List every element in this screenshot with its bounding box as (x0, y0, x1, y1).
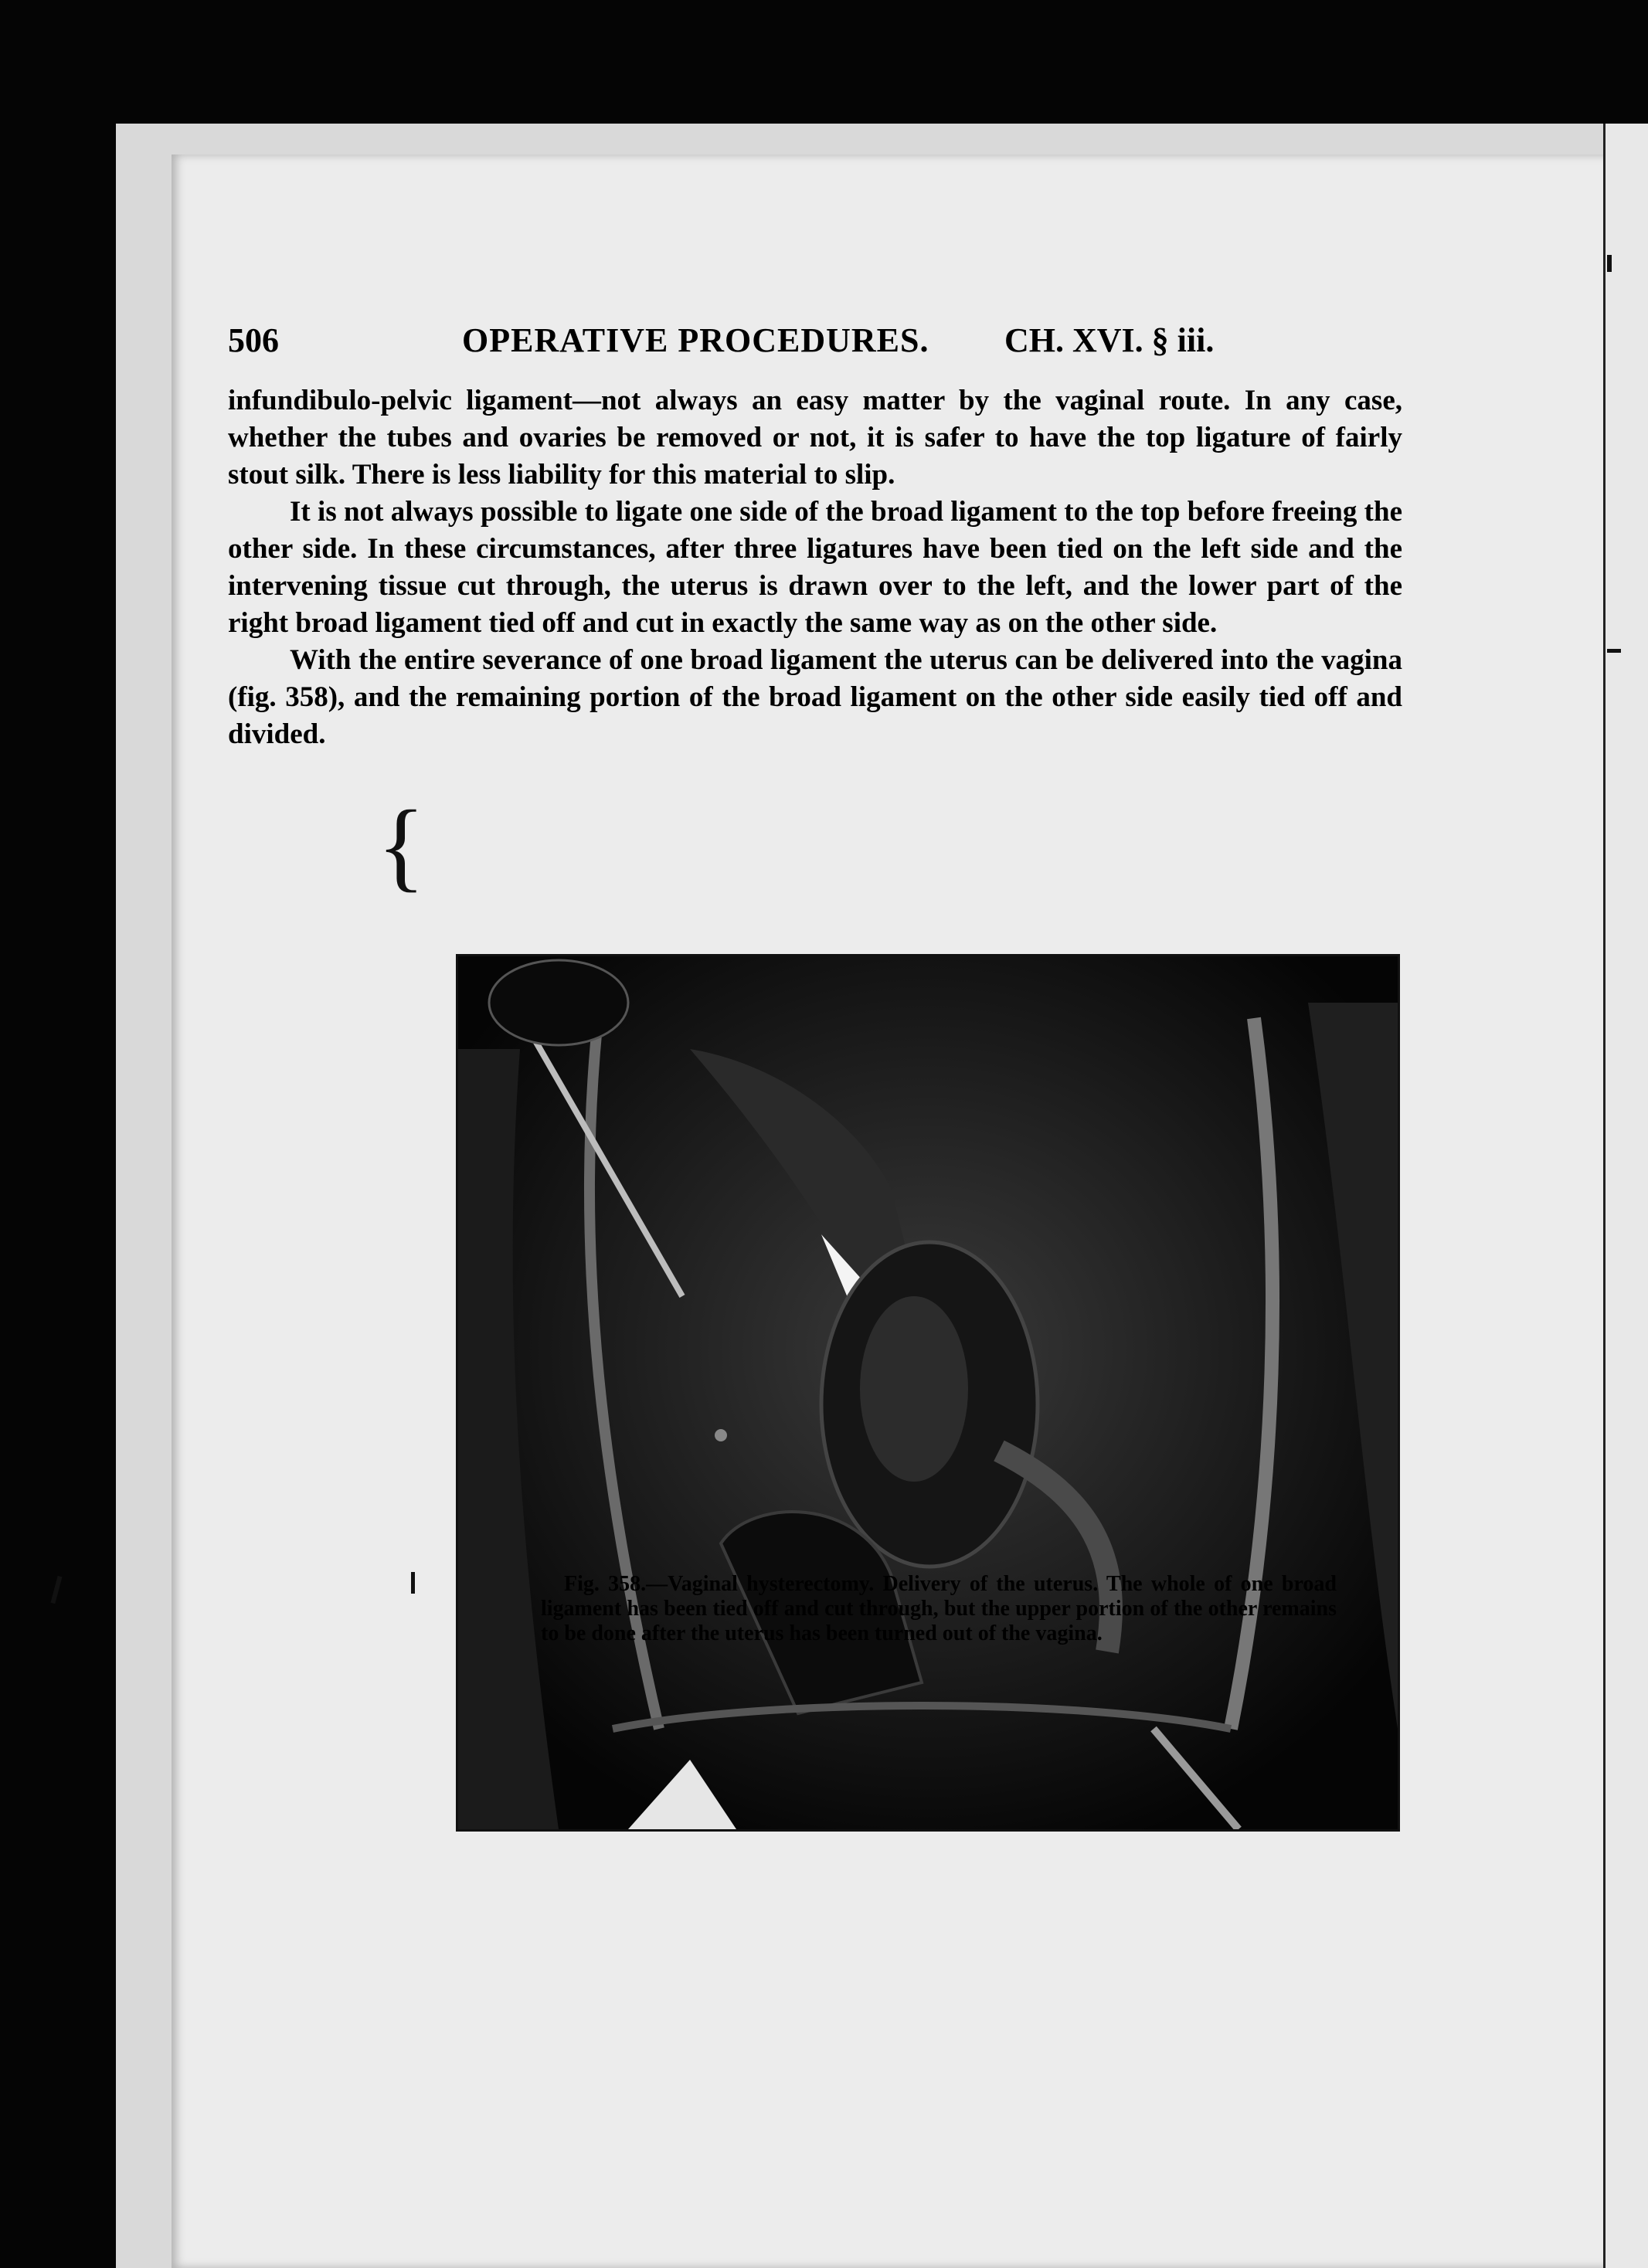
paragraph-1: infundibulo-pelvic ligament—not always an easy matter by the vaginal route. In any case, whether the tubes and ovaries be removed or not, it is safer to have the top ligature of fairly stout silk. There is less liability for this material to slip. (228, 385, 1402, 491)
illustration-drawing (458, 956, 1398, 1829)
running-title: OPERATIVE PROCEDURES. (462, 321, 929, 359)
chapter-reference: CH. XVI. § iii. (1004, 321, 1215, 359)
page-speck (1607, 255, 1612, 272)
paragraph-2: It is not always possible to ligate one side of the broad ligament to the top before freeing the other side. In these circumstances, after three ligatures have been tied on the left side and the intervening tissue cut through, the uterus is drawn over to the left, and the lower part of the right broad ligament tied off and cut in exactly the same way as on the other side. (228, 496, 1402, 639)
page-number: 506 (228, 321, 279, 359)
running-header (228, 321, 1402, 375)
figure-caption (541, 1572, 1337, 1646)
surgical-illustration (456, 954, 1400, 1832)
page-speck (50, 1576, 62, 1604)
next-page-edge (1603, 124, 1648, 2268)
page-speck (411, 1572, 415, 1594)
page-speck (1607, 649, 1621, 653)
body-text (228, 382, 1402, 753)
handwritten-margin-brace: { (377, 790, 426, 901)
paragraph-3: With the entire severance of one broad ligament the uterus can be delivered into the vagina (fig. 358), and the remaining portion of the broad ligament on the other side easily tied off and divided. (228, 644, 1402, 750)
caption-text: Fig. 358.—Vaginal hysterectomy. Delivery of the uterus. The whole of one broad ligament has been tied off and cut through, but the upper portion of the other remains to be done after the uterus has been turned out of the vagina. (541, 1572, 1337, 1645)
